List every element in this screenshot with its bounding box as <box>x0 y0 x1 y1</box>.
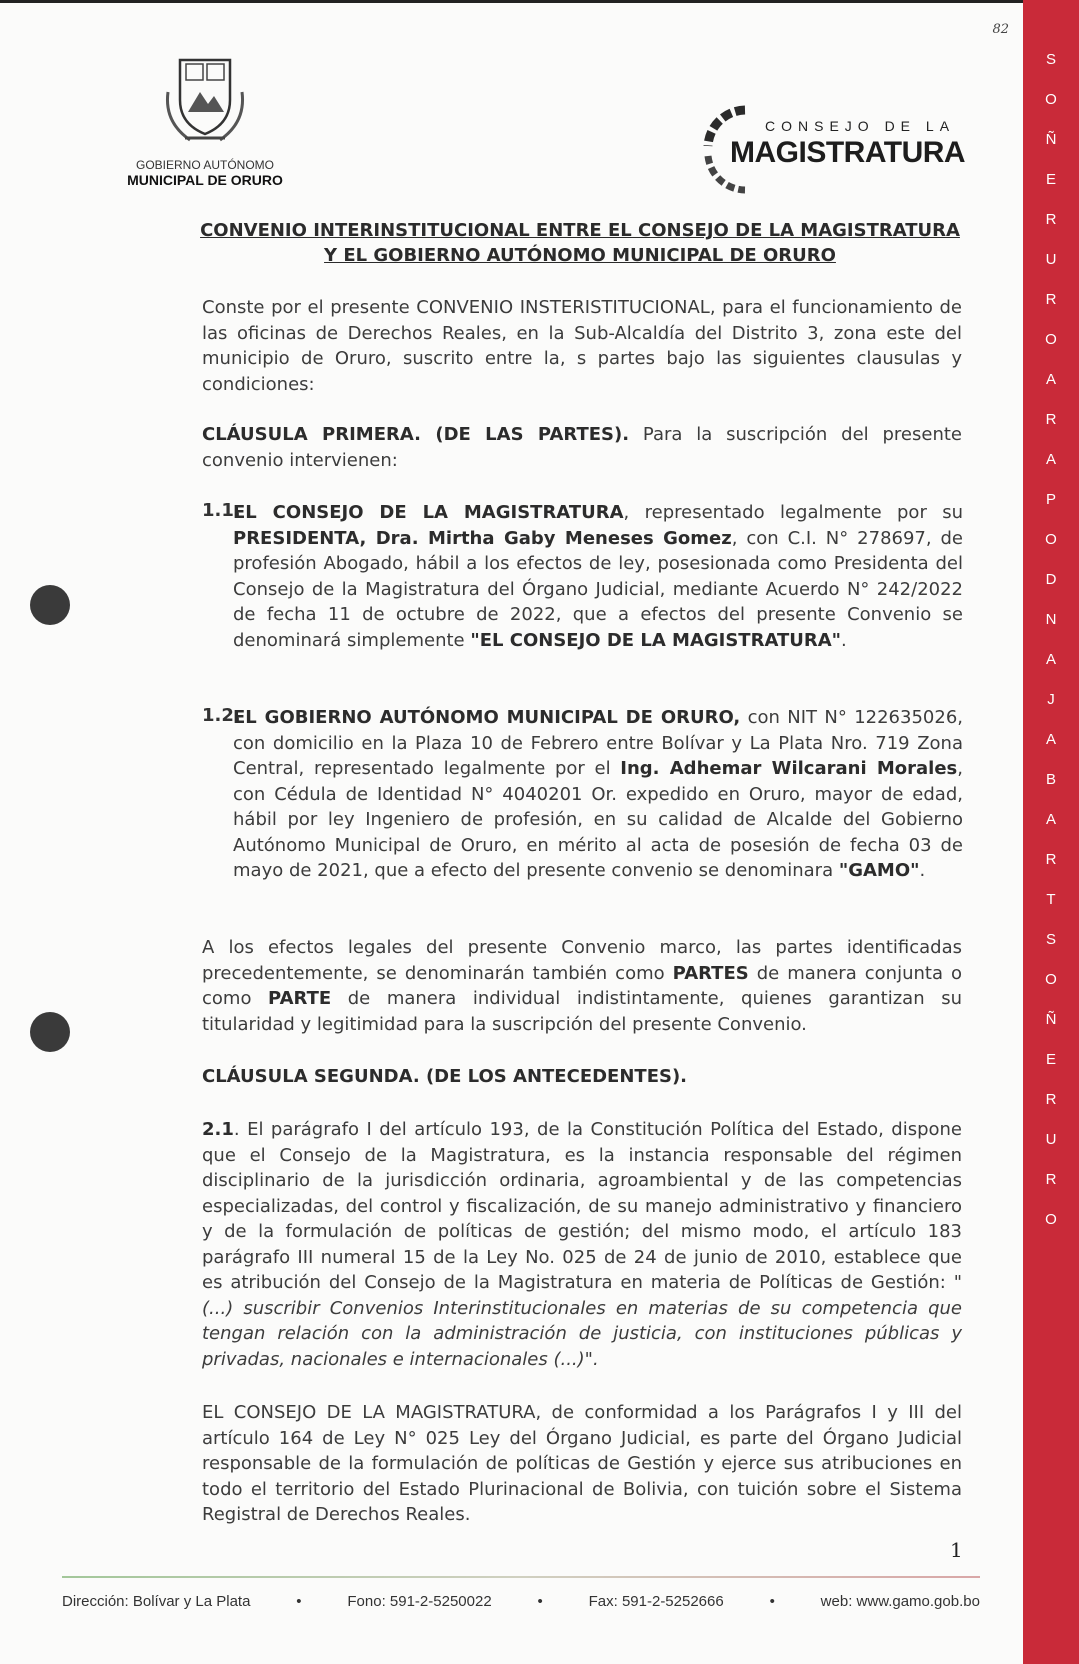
party-name: EL CONSEJO DE LA MAGISTRATURA <box>233 502 624 523</box>
final-paragraph: EL CONSEJO DE LA MAGISTRATURA, de conformidad a los Parágrafos I y III del artículo 164 de Ley N° 025 Ley del Órgano Judicial, es parte del Órgano Judicial responsable de la formulación de políticas de Gestión y ejerce sus atribuciones en todo el territorio del Estado Plurinacional de Bolivia, con tuición sobre el Sistema Registral de Derechos Reales. <box>202 1402 962 1525</box>
side-bar-letter: S <box>1045 931 1056 948</box>
side-bar-letter: T <box>1046 891 1056 908</box>
page-number: 1 <box>950 1538 963 1562</box>
side-bar-letter: B <box>1045 771 1056 788</box>
clausula-segunda-heading: CLÁUSULA SEGUNDA. (DE LOS ANTECEDENTES). <box>202 1066 688 1087</box>
side-bar-letter: A <box>1045 371 1056 388</box>
text: . <box>919 860 926 881</box>
representative: PRESIDENTA, Dra. Mirtha Gaby Meneses Gomez <box>233 527 732 549</box>
footer-line <box>62 1576 980 1578</box>
item-number: 1.1. <box>202 500 241 521</box>
side-bar-letter: E <box>1045 1051 1056 1068</box>
logo-line2: MUNICIPAL DE ORURO <box>127 172 283 188</box>
text: con NIT N° 122635026, con domicilio en la Plaza 10 de Febrero entre Bolívar y La Plata Nro. 719 Zona Central, representado legalmente por el <box>233 707 963 779</box>
side-bar-letter: O <box>1045 91 1057 108</box>
text: , representado legalmente por su <box>623 502 963 523</box>
clausula-text: Para la suscripción del presente convenio intervienen: <box>202 424 962 471</box>
side-bar-letter: R <box>1045 851 1057 868</box>
side-bar-letter: A <box>1045 811 1056 828</box>
side-bar <box>1023 0 1079 1664</box>
party-name: EL GOBIERNO AUTÓNOMO MUNICIPAL DE ORURO, <box>233 707 741 728</box>
side-bar-letter: U <box>1045 1131 1057 1148</box>
document-title: CONVENIO INTERINSTITUCIONAL ENTRE EL CONSEJO DE LA MAGISTRATURA Y EL GOBIERNO AUTÓNOMO MUNICIPAL DE ORURO <box>200 220 960 266</box>
side-bar-letter: A <box>1045 451 1056 468</box>
footer-phone: Fono: 591-2-5250022 <box>347 1593 492 1610</box>
side-bar-letter: P <box>1045 491 1056 508</box>
logo-line2: MAGISTRATURA <box>730 136 966 169</box>
side-bar-letter: R <box>1045 411 1057 428</box>
item-1-1 <box>233 500 963 653</box>
clausula-heading: CLÁUSULA PRIMERA. (DE LAS PARTES). <box>202 424 630 445</box>
gamo-logo <box>115 52 295 188</box>
bold-term: PARTES <box>672 962 749 984</box>
punch-hole <box>30 585 70 625</box>
side-bar-letter: A <box>1045 651 1056 668</box>
side-bar-letter: D <box>1045 571 1057 588</box>
logo-line1: GOBIERNO AUTÓNOMO <box>135 158 274 172</box>
item-2-1 <box>202 1117 962 1372</box>
text: , con Cédula de Identidad N° 4040201 Or. expedido en Oruro, mayor de edad, hábil por ley Ingeniero de profesión, en su calidad de Alcalde del Gobierno Autónomo Municipal de Oruro, en mérito al acta de posesión de fecha 03 de mayo de 2021, que a efecto del presente convenio se denominara <box>233 758 963 881</box>
side-bar-letter: Ñ <box>1045 131 1057 148</box>
text: , con C.I. N° 278697, de profesión Abogado, hábil a los efectos de ley, posesionada como Presidenta del Consejo de la Magistratura del Órgano Judicial, mediante Acuerdo N° 242/2022 de fecha 11 de octubre de 2022, que a efectos del presente Convenio se denominará simplemente <box>233 527 964 651</box>
text: de manera conjunta o como <box>202 962 962 1009</box>
side-bar-letter: R <box>1045 211 1057 228</box>
party-alias: "EL CONSEJO DE LA MAGISTRATURA" <box>470 629 842 651</box>
side-bar-letter: E <box>1045 171 1056 188</box>
side-bar-letter: O <box>1045 971 1057 988</box>
logo-line1: CONSEJO DE LA <box>765 118 956 134</box>
representative: Ing. Adhemar Wilcarani Morales <box>620 758 958 779</box>
side-bar-letter: A <box>1045 731 1056 748</box>
item-number: 1.2. <box>202 705 241 726</box>
text: . <box>841 629 847 651</box>
text: de manera individual indistintamente, quienes garantizan su titularidad y legitimidad para la suscripción del presente Convenio. <box>202 988 962 1035</box>
footer-web: web: www.gamo.gob.bo <box>820 1593 980 1610</box>
side-bar-letter: J <box>1047 691 1055 708</box>
party-alias: "GAMO" <box>838 860 920 881</box>
intro-paragraph: Conste por el presente CONVENIO INSTERISTITUCIONAL, para el funcionamiento de las oficinas de Derechos Reales, en la Sub-Alcaldía del Distrito 3, zona este del municipio de Oruro, suscrito entre la, s partes bajo las siguientes clausulas y condiciones: <box>202 297 962 395</box>
side-bar-letter: S <box>1045 51 1056 68</box>
side-bar-letter: U <box>1045 251 1057 268</box>
item-1-2 <box>233 705 963 884</box>
text: A los efectos legales del presente Convenio marco, las partes identificadas precedentemente, se denominarán también como <box>202 937 962 984</box>
coat-of-arms-icon <box>150 52 260 152</box>
clausula-primera <box>202 422 962 473</box>
side-bar-letter: Ñ <box>1045 1011 1057 1028</box>
punch-hole <box>30 1012 70 1052</box>
footer-separator: • <box>537 1593 543 1610</box>
text: . El parágrafo I del artículo 193, de la Constitución Política del Estado, dispone que el Consejo de la Magistratura, es la instancia responsable del régimen disciplinario de la jurisdicción ordinaria, agroambiental y de las competencias especializadas, del control y fiscalización, de su manejo administrativo y financiero y de la formulación de políticas de gestión; del mismo modo, el artículo 183 parágrafo III numeral 15 de la Ley No. 025 de 24 de junio de 2010, establece que es atribución del Consejo de la Magistratura en materia de Políticas de Gestión: <box>202 1119 962 1293</box>
side-bar-letter: N <box>1045 611 1057 628</box>
side-bar-letter: O <box>1045 331 1057 348</box>
legal-quote: "(...) suscribir Convenios Interinstitucionales en materias de su competencia que tengan relación con la administración de justicia, con instituciones públicas y privadas, nacionales e internacionales (...)". <box>202 1272 962 1370</box>
magistratura-logo <box>690 98 966 198</box>
footer-fax: Fax: 591-2-5252666 <box>588 1593 724 1610</box>
side-bar-letter: O <box>1045 531 1057 548</box>
side-bar-letter: O <box>1045 1211 1057 1228</box>
item-number: 2.1 <box>202 1119 234 1140</box>
side-bar-letter: R <box>1045 1091 1057 1108</box>
side-bar-letter: R <box>1045 1171 1057 1188</box>
partes-paragraph <box>202 935 962 1037</box>
footer <box>62 1593 980 1610</box>
footer-separator: • <box>296 1593 302 1610</box>
side-bar-letter: R <box>1045 291 1057 308</box>
top-border-line <box>0 0 1023 3</box>
footer-address: Dirección: Bolívar y La Plata <box>62 1593 251 1610</box>
handwritten-page-number: 82 <box>992 22 1009 37</box>
footer-separator: • <box>769 1593 775 1610</box>
bold-term: PARTE <box>268 988 332 1009</box>
